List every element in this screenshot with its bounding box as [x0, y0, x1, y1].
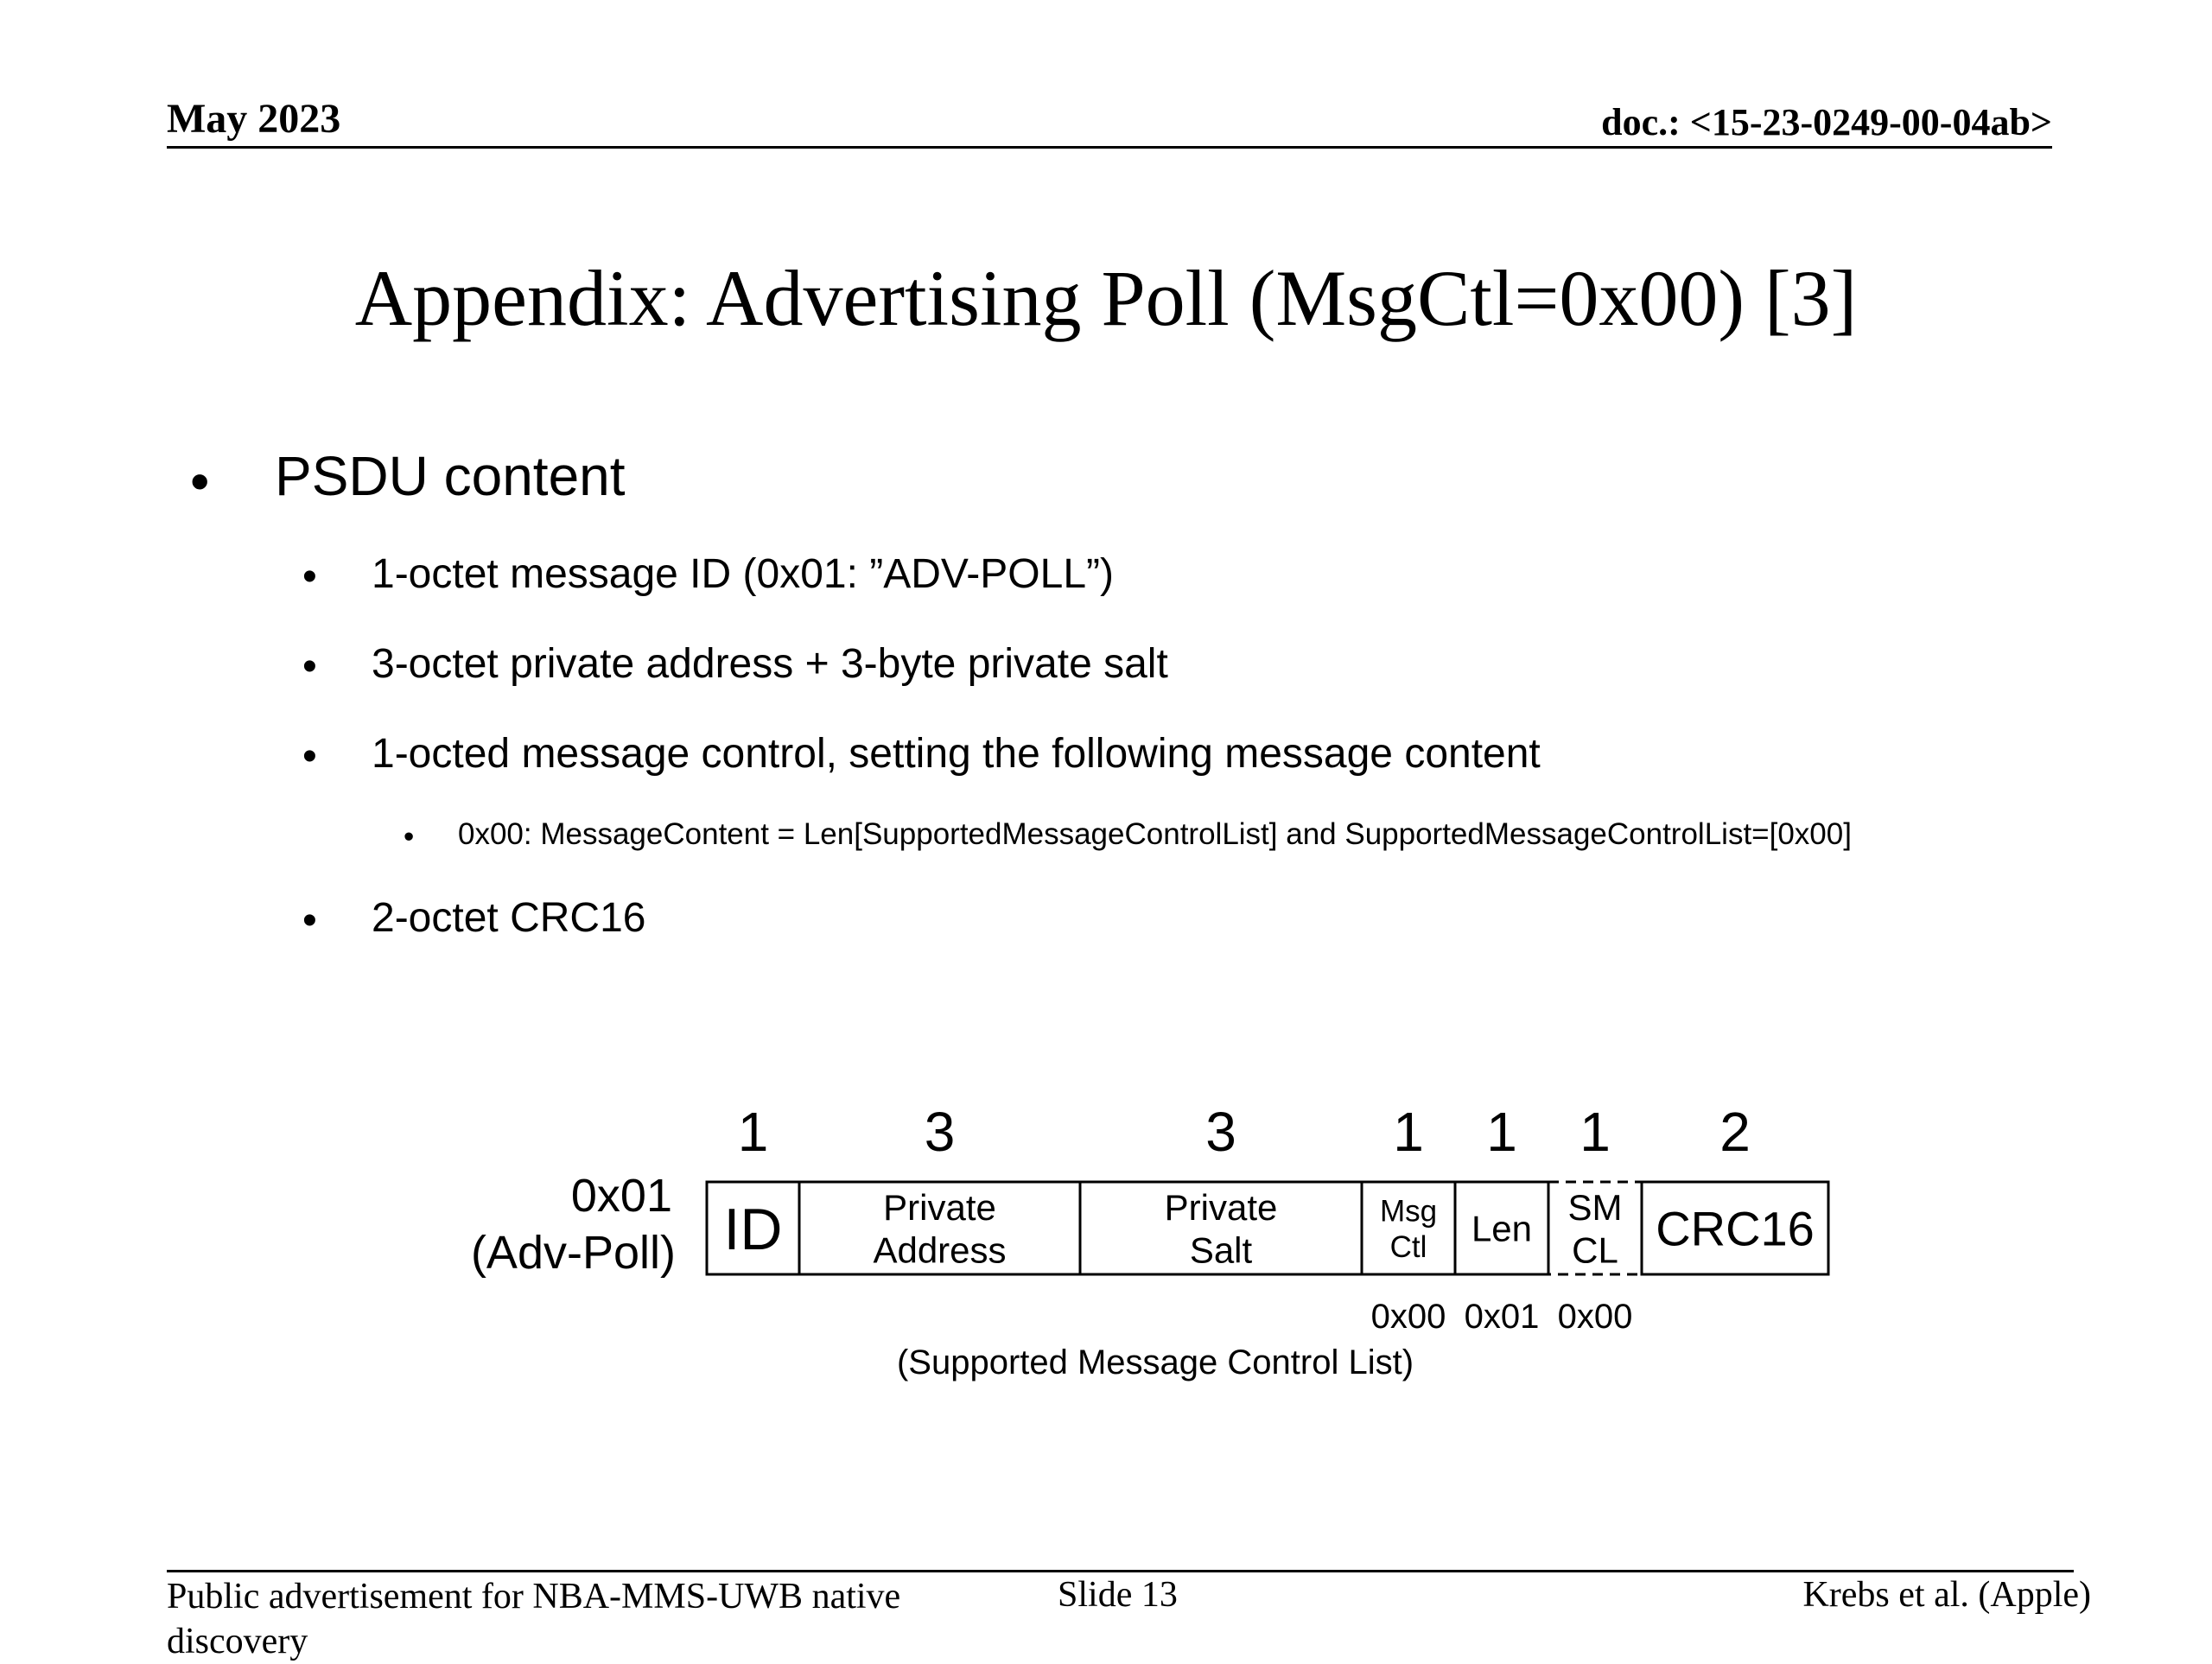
frame-field-label: Private — [883, 1186, 996, 1228]
header-date: May 2023 — [167, 96, 341, 142]
frame-field-label: CL — [1572, 1229, 1618, 1271]
bullet-dot: • — [302, 734, 317, 779]
bullet-dot: • — [302, 554, 317, 600]
bullet-message-id: 1-octet message ID (0x01: ”ADV-POLL”) — [372, 551, 1114, 597]
bullet-private-address-salt: 3-octet private address + 3-byte private salt — [372, 641, 1168, 687]
frame-field-size: 1 — [737, 1101, 769, 1163]
frame-field-label: Len — [1471, 1208, 1533, 1249]
slide-title: Appendix: Advertising Poll (MsgCtl=0x00) [3] — [354, 254, 1858, 342]
footer-rule — [167, 1570, 2074, 1572]
frame-caption: (Supported Message Control List) — [896, 1343, 1414, 1381]
frame-field-size: 1 — [1580, 1101, 1611, 1163]
frame-field-value: 0x00 — [1370, 1298, 1446, 1336]
bullet-message-control: 1-octed message control, setting the following message content — [372, 731, 1541, 777]
frame-field-size: 1 — [1486, 1101, 1517, 1163]
bullet-dot: • — [302, 644, 317, 689]
frame-field-label: ID — [723, 1196, 783, 1262]
frame-field-label: SM — [1567, 1186, 1623, 1228]
bullet-psdu-content: PSDU content — [275, 445, 626, 507]
frame-field-size: 1 — [1393, 1101, 1424, 1163]
frame-field-label: CRC16 — [1656, 1201, 1815, 1256]
frame-field-size: 3 — [924, 1101, 956, 1163]
bullet-crc16: 2-octet CRC16 — [372, 895, 646, 941]
bullet-dot: • — [302, 898, 317, 943]
bullet-dot: • — [190, 450, 210, 512]
footer-presentation-title: Public advertisement for NBA-MMS-UWB native discovery — [167, 1577, 901, 1661]
frame-field-value: 0x00 — [1557, 1298, 1633, 1336]
footer-author: Krebs et al. (Apple) — [1802, 1575, 2091, 1615]
header-doc-number: doc.: <15-23-0249-00-04ab> — [1601, 101, 2052, 143]
sub-bullet-message-content: 0x00: MessageContent = Len[SupportedMessageControlList] and SupportedMessageControlList=[0x00] — [458, 817, 1852, 851]
frame-field-label: Address — [873, 1229, 1007, 1271]
frame-field-label: Ctl — [1389, 1229, 1427, 1264]
frame-id-name: (Adv-Poll) — [470, 1227, 676, 1279]
bullet-dot: • — [404, 820, 415, 854]
frame-field-label: Msg — [1379, 1194, 1438, 1229]
frame-field-size: 3 — [1205, 1101, 1236, 1163]
frame-field-size: 2 — [1719, 1101, 1751, 1163]
frame-id-value: 0x01 — [570, 1170, 672, 1222]
frame-field-label: Salt — [1189, 1229, 1253, 1271]
footer-slide-number: Slide 13 — [1058, 1575, 1178, 1615]
frame-field-value: 0x01 — [1464, 1298, 1540, 1336]
frame-field-label: Private — [1164, 1186, 1278, 1228]
